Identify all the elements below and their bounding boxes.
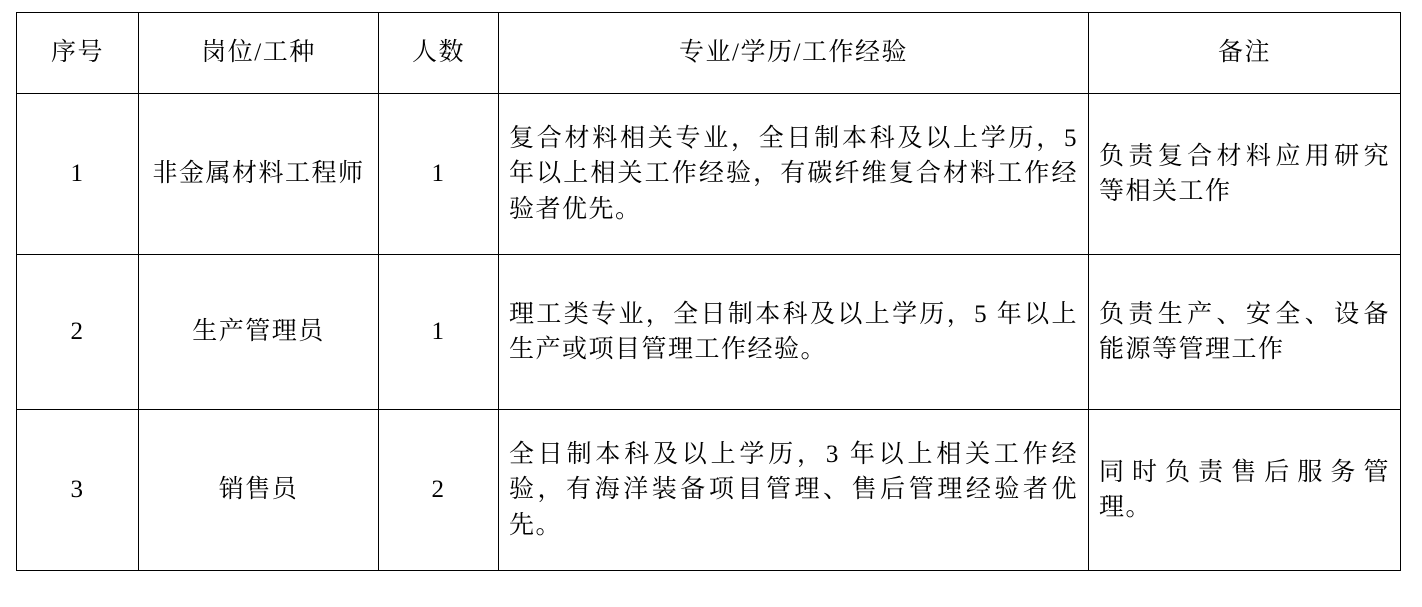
header-cell-no: 序号 (17, 13, 139, 94)
cell-remark: 同时负责售后服务管理。 (1089, 410, 1401, 571)
cell-post: 非金属材料工程师 (139, 94, 379, 255)
header-cell-requirement: 专业/学历/工作经验 (499, 13, 1089, 94)
document-page (0, 12, 1422, 607)
header-cell-count: 人数 (379, 13, 499, 94)
header-cell-remark: 备注 (1089, 13, 1401, 94)
cell-count: 1 (379, 255, 499, 410)
table-row (17, 410, 1401, 571)
recruitment-table (16, 12, 1401, 571)
table-header (17, 13, 1401, 94)
cell-remark: 负责复合材料应用研究等相关工作 (1089, 94, 1401, 255)
table-header-row (17, 13, 1401, 94)
cell-no: 3 (17, 410, 139, 571)
table-body (17, 94, 1401, 571)
table-row (17, 94, 1401, 255)
cell-requirement: 理工类专业，全日制本科及以上学历，5 年以上生产或项目管理工作经验。 (499, 255, 1089, 410)
cell-post: 销售员 (139, 410, 379, 571)
cell-remark: 负责生产、安全、设备能源等管理工作 (1089, 255, 1401, 410)
header-cell-post: 岗位/工种 (139, 13, 379, 94)
cell-no: 2 (17, 255, 139, 410)
cell-requirement: 复合材料相关专业，全日制本科及以上学历，5 年以上相关工作经验，有碳纤维复合材料工作经验者优先。 (499, 94, 1089, 255)
cell-count: 2 (379, 410, 499, 571)
table-row (17, 255, 1401, 410)
cell-post: 生产管理员 (139, 255, 379, 410)
cell-count: 1 (379, 94, 499, 255)
cell-no: 1 (17, 94, 139, 255)
cell-requirement: 全日制本科及以上学历，3 年以上相关工作经验，有海洋装备项目管理、售后管理经验者优先。 (499, 410, 1089, 571)
